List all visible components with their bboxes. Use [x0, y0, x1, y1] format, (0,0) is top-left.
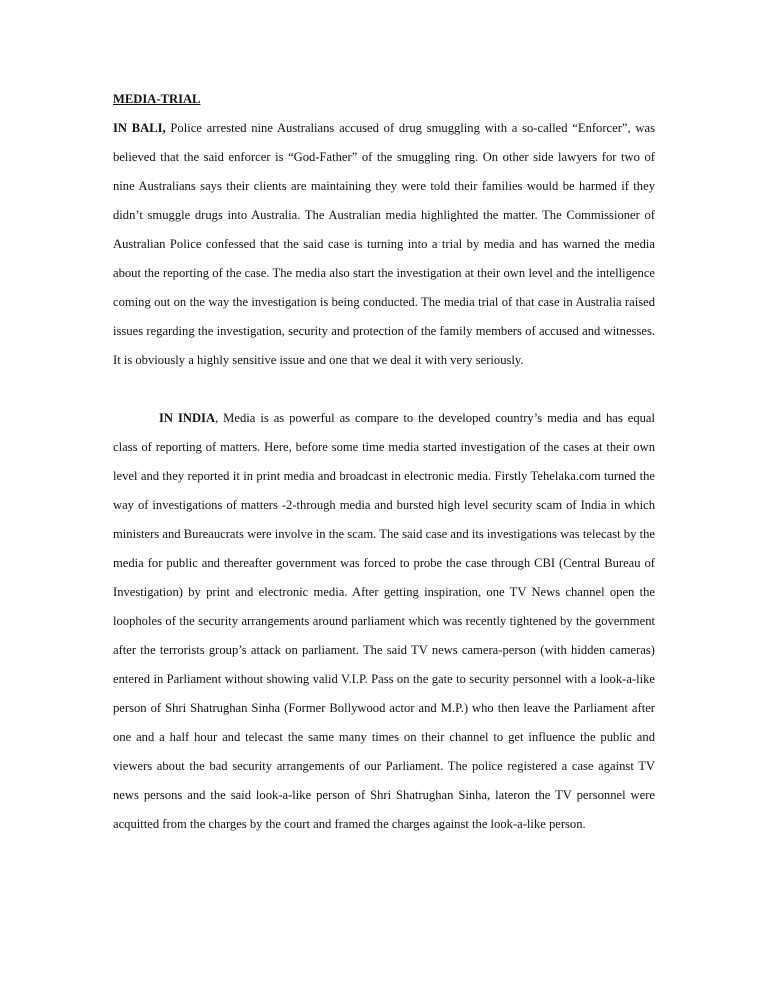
paragraph-bali — [113, 114, 655, 375]
paragraph-bali-lead: IN BALI, — [113, 121, 166, 135]
paragraph-india-text: , Media is as powerful as compare to the developed country’s media and has equal class of reporting of matters. Here, before some time media started investigation of the cases at their own level and they reported it in print media and broadcast in electronic media. Firstly Tehelaka.com turned the way of investigations of matters -2-through media and bursted high level security scam of India in which ministers and Bureaucrats were involve in the scam. The said case and its investigations was telecast by the media for public and thereafter government was forced to probe the case through CBI (Central Bureau of Investigation) by print and electronic media. After getting inspiration, one TV News channel open the loopholes of the security arrangements around parliament which was recently tightened by the government after the terrorists group’s attack on parliament. The said TV news camera-person (with hidden cameras) entered in Parliament without showing valid V.I.P. Pass on the gate to security personnel with a look-a-like person of Shri Shatrughan Sinha (Former Bollywood actor and M.P.) who then leave the Parliament after one and a half hour and telecast the same many times on their channel to get influence the public and viewers about the bad security arrangements of our Parliament. The police registered a case against TV news persons and the said look-a-like person of Shri Shatrughan Sinha, lateron the TV personnel were acquitted from the charges by the court and framed the charges against the look-a-like person. — [113, 411, 655, 831]
document-body — [113, 88, 655, 839]
document-heading: MEDIA-TRIAL — [113, 92, 201, 106]
paragraph-india — [113, 404, 655, 839]
paragraph-india-lead: IN INDIA — [159, 411, 216, 425]
paragraph-bali-text: Police arrested nine Australians accused of drug smuggling with a so-called “Enforcer”, was believed that the said enforcer is “God-Father” of the smuggling ring. On other side lawyers for two of nine Australians says their clients are maintaining they were told their families would be harmed if they didn’t smuggle drugs into Australia. The Australian media highlighted the matter. The Commissioner of Australian Police confessed that the said case is turning into a trial by media and has warned the media about the reporting of the case. The media also start the investigation at their own level and the intelligence coming out on the way the investigation is being conducted. The media trial of that case in Australia raised issues regarding the investigation, security and protection of the family members of accused and witnesses. It is obviously a highly sensitive issue and one that we deal it with very seriously. — [113, 121, 655, 367]
